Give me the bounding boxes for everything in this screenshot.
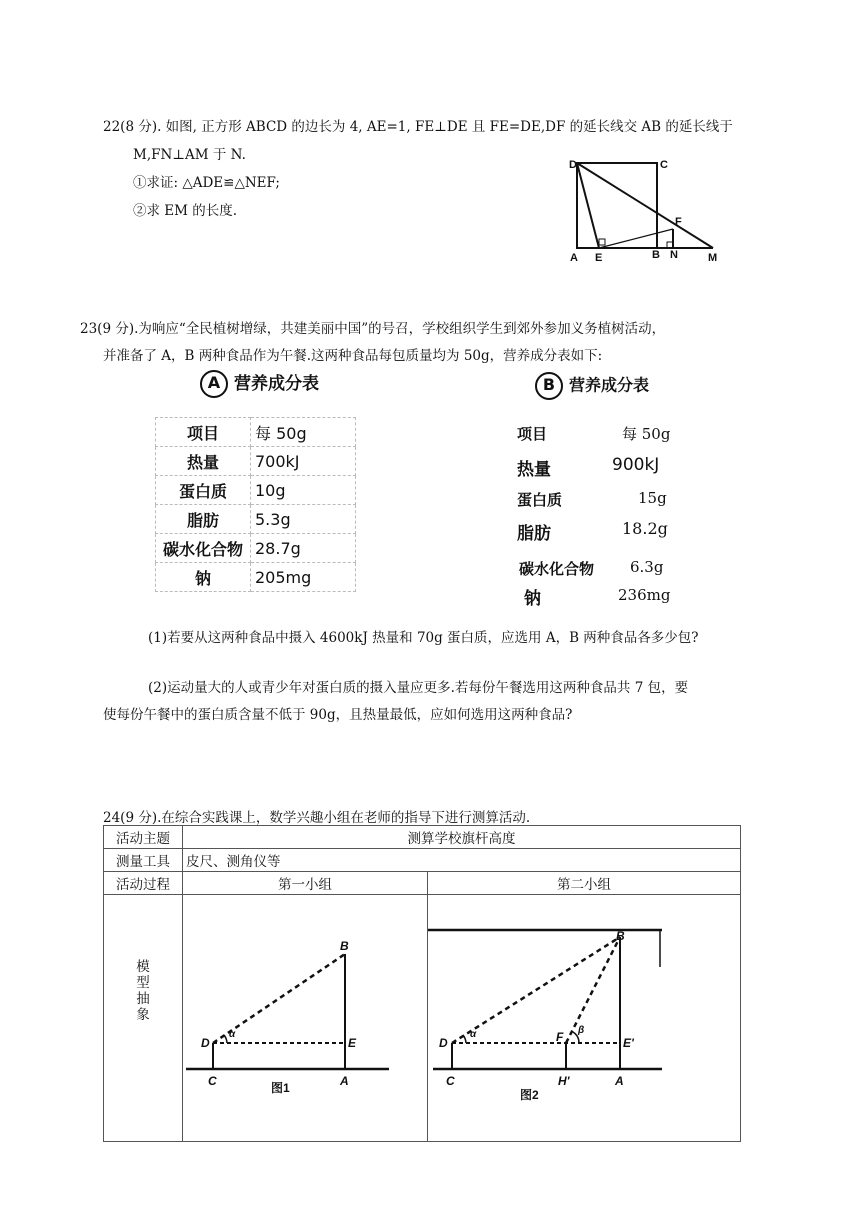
table-row [156, 534, 356, 563]
q23-line2: 并准备了 A，B 两种食品作为午餐.这两种食品每包质量均为 50g，营养成分表如下: [103, 348, 603, 364]
tableA-value: 5.3g [251, 505, 356, 534]
tableB-key: 蛋白质 [517, 491, 563, 509]
fig22-label-b: B [652, 249, 660, 261]
q23-part2-line1: (2)运动量大的人或青少年对蛋白质的摄入量应更多.若每份午餐选用这两种食品共 7 包，要 [148, 680, 689, 696]
q22-line2: M,FN⊥AM 于 N. [133, 147, 246, 163]
tableA-badge: A [200, 370, 228, 398]
q22-figure [565, 155, 725, 265]
tableA-key: 碳水化合物 [156, 534, 251, 563]
row-label: 模型抽象 [136, 959, 150, 1023]
table-row [104, 849, 741, 872]
activity-table [103, 825, 741, 1142]
q24-intro: 24(9 分).在综合实践课上，数学兴趣小组在老师的指导下进行测算活动. [103, 810, 531, 826]
fig2-label-alpha: α [470, 1029, 477, 1040]
table-row [156, 447, 356, 476]
row-value: 测算学校旗杆高度 [183, 826, 741, 849]
table-row [104, 872, 741, 895]
tableA-key: 项目 [156, 418, 251, 447]
tableB-key: 脂肪 [517, 524, 551, 544]
tableB-value: 900kJ [612, 455, 660, 475]
q22-item1: ①求证: △ADE≌△NEF; [133, 175, 280, 191]
tableA-key: 蛋白质 [156, 476, 251, 505]
fig2-label-e: E' [623, 1036, 634, 1050]
tableB-key: 项目 [517, 425, 548, 443]
table-row [104, 826, 741, 849]
fig1-cell [183, 895, 428, 1142]
fig22-label-m: M [708, 252, 718, 264]
fig22-label-c: C [660, 159, 668, 171]
model-label-cell [104, 895, 183, 1142]
row-label: 测量工具 [104, 849, 183, 872]
fig2-label-d: D [439, 1036, 448, 1050]
tableA-value: 10g [251, 476, 356, 505]
fig2-label-f: F [556, 1030, 564, 1044]
fig1-label-a: A [340, 1074, 349, 1088]
tableA-key: 脂肪 [156, 505, 251, 534]
table-row [104, 895, 741, 1142]
fig1-label-c: C [208, 1074, 217, 1088]
tableA-value: 28.7g [251, 534, 356, 563]
tableA-title-row [200, 369, 319, 398]
tableB-key: 钠 [524, 589, 541, 609]
tableA-key: 钠 [156, 563, 251, 592]
figure-2 [428, 927, 740, 1109]
tableA-key: 热量 [156, 447, 251, 476]
nutrition-table-a [155, 417, 356, 592]
fig22-label-d: D [569, 159, 577, 171]
tableB-value: 18.2g [622, 519, 668, 538]
tableB-value: 每 50g [622, 425, 671, 443]
tableA-value: 205mg [251, 563, 356, 592]
q23-part1: (1)若要从这两种食品中摄入 4600kJ 热量和 70g 蛋白质，应选用 A，B 两种食品各多少包? [148, 630, 699, 646]
row-label: 活动过程 [104, 872, 183, 895]
fig1-label-d: D [201, 1036, 210, 1050]
fig22-label-a: A [570, 252, 578, 264]
q22-line1: 22(8 分). 如图, 正方形 ABCD 的边长为 4, AE=1, FE⊥DE 且 FE=DE,DF 的延长线交 AB 的延长线于 [103, 119, 733, 135]
q23-line1: 23(9 分).为响应“全民植树增绿，共建美丽中国”的号召，学校组织学生到郊外参加义务植树活动， [80, 321, 666, 337]
tableA-title: 营养成分表 [234, 374, 319, 394]
fig2-label-beta: β [578, 1025, 585, 1036]
fig22-label-f: F [675, 216, 682, 228]
tableB-title-row [535, 372, 649, 400]
tableB-value: 236mg [618, 586, 671, 604]
fig2-label-h: H' [558, 1074, 570, 1088]
table-row [156, 476, 356, 505]
fig22-label-n: N [670, 249, 678, 261]
figure-1 [183, 927, 427, 1109]
row-label: 活动主题 [104, 826, 183, 849]
table-row [156, 418, 356, 447]
table-row [156, 563, 356, 592]
fig1-label-b: B [340, 939, 349, 953]
fig2-label-a: A [615, 1074, 624, 1088]
tableB-key: 碳水化合物 [519, 560, 595, 578]
tableB-key: 热量 [517, 460, 551, 480]
fig2-caption: 图2 [520, 1088, 539, 1102]
fig22-label-e: E [595, 252, 603, 264]
tableB-value: 15g [638, 489, 667, 507]
fig1-label-e: E [348, 1036, 357, 1050]
row-value: 皮尺、测角仪等 [183, 849, 741, 872]
fig2-label-c: C [446, 1074, 455, 1088]
tableA-value: 每 50g [251, 418, 356, 447]
q22-item2: ②求 EM 的长度. [133, 203, 238, 219]
tableA-value: 700kJ [251, 447, 356, 476]
tableB-title: 营养成分表 [569, 375, 650, 395]
fig1-caption: 图1 [271, 1081, 290, 1095]
group1-header: 第一小组 [183, 872, 428, 895]
fig1-label-alpha: α [229, 1029, 236, 1040]
fig2-cell [428, 895, 741, 1142]
group2-header: 第二小组 [428, 872, 741, 895]
table-row [156, 505, 356, 534]
tableB-value: 6.3g [630, 558, 664, 576]
fig2-label-b: B [616, 929, 625, 943]
tableB-badge: B [535, 372, 563, 400]
q23-part2-line2: 使每份午餐中的蛋白质含量不低于 90g，且热量最低，应如何选用这两种食品? [103, 707, 573, 723]
